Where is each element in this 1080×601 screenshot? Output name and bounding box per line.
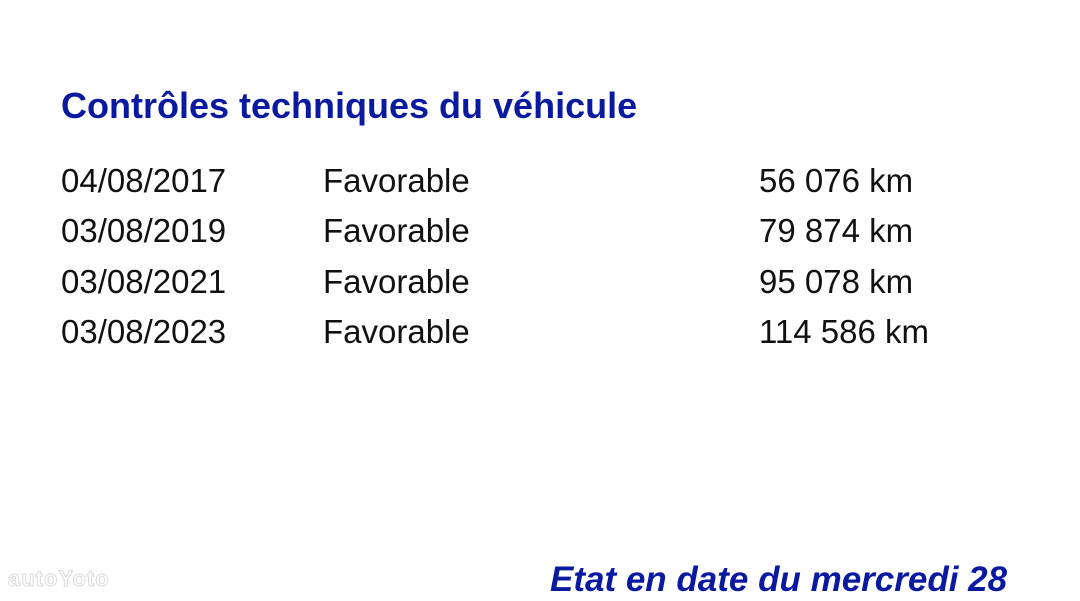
inspection-date: 03/08/2021 xyxy=(61,262,227,300)
inspection-mileage: 114 586 km xyxy=(759,312,929,350)
watermark-logo: autoYoto xyxy=(8,566,110,591)
inspection-mileage: 95 078 km xyxy=(759,262,914,300)
inspection-mileage: 79 874 km xyxy=(759,212,914,250)
inspection-mileage: 56 076 km xyxy=(759,162,914,199)
inspection-result: Favorable xyxy=(323,262,470,300)
inspection-row xyxy=(61,309,1021,359)
page-title: Contrôles techniques du véhicule xyxy=(61,85,638,126)
inspection-result: Favorable xyxy=(323,212,470,250)
inspection-row xyxy=(61,259,1021,309)
inspection-date: 03/08/2019 xyxy=(61,212,227,250)
inspection-row xyxy=(61,158,1021,208)
inspection-result: Favorable xyxy=(323,312,470,350)
inspection-date: 03/08/2023 xyxy=(61,312,227,350)
status-date-footer: Etat en date du mercredi 28 xyxy=(550,560,1008,599)
inspection-list xyxy=(61,158,1021,359)
inspection-result: Favorable xyxy=(323,162,470,199)
inspection-date: 04/08/2017 xyxy=(61,162,227,199)
inspection-row xyxy=(61,208,1021,258)
